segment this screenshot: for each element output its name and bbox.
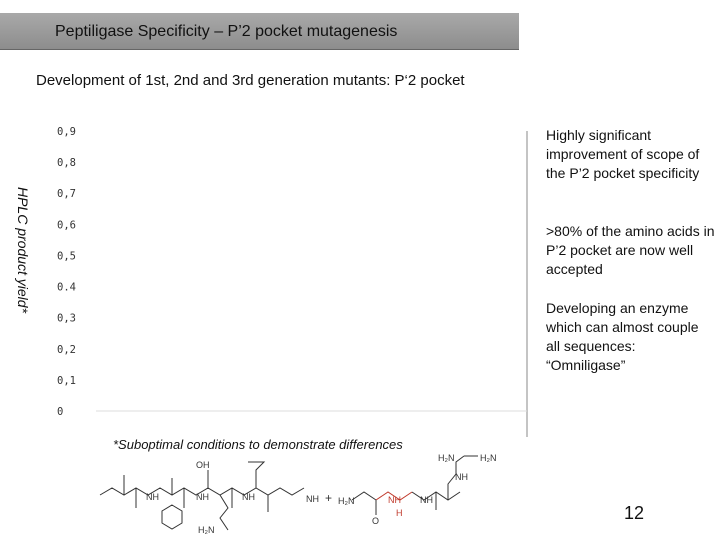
leucine-chain — [248, 462, 264, 488]
y-axis-label: HPLC product yield* — [15, 186, 31, 314]
plus-sign: + — [325, 491, 333, 505]
footnote: *Suboptimal conditions to demonstrate differences — [110, 437, 406, 452]
y-tick-label: 0,1 — [57, 374, 76, 387]
slide-title: Peptiligase Specificity – P’2 pocket mutagenesis — [55, 23, 398, 40]
y-tick-label: 0 — [57, 406, 64, 418]
y-tick-label: 0,5 — [57, 250, 76, 263]
phenyl-ring — [162, 505, 182, 529]
label-nh-5: NH — [420, 495, 433, 505]
label-nh-3: NH — [242, 492, 255, 502]
label-h2n-4: H₂N — [480, 453, 497, 463]
label-h2n-3: H₂N — [438, 453, 455, 463]
label-nh-1: NH — [146, 492, 159, 502]
label-h2n-1: H₂N — [198, 525, 215, 535]
label-oh: OH — [196, 460, 210, 470]
page-number: 12 — [624, 503, 645, 523]
label-o: O — [372, 516, 380, 526]
label-h-red: H — [396, 508, 403, 518]
y-tick-label: 0,3 — [57, 312, 76, 325]
label-h2n-2: H₂N — [338, 496, 355, 506]
slide-subtitle: Development of 1st, 2nd and 3rd generation mutants: P‘2 pocket — [36, 72, 465, 89]
label-nh-4: NH — [306, 494, 319, 504]
y-tick-label: 0,2 — [57, 343, 76, 356]
bullet-scope: Highly significant improvement of scope of the P’2 pocket specificity — [546, 127, 700, 181]
label-nh-6: NH — [455, 472, 468, 482]
y-tick-label: 0,9 — [57, 126, 76, 138]
label-nh-2: NH — [196, 492, 209, 502]
label-nh-red: NH — [388, 495, 401, 505]
lysine-chain — [220, 495, 228, 530]
backbone-right-black — [352, 492, 376, 500]
y-tick-label: 0,8 — [57, 157, 76, 170]
bullet-acceptance: >80% of the amino acids in P’2 pocket are now well accepted — [546, 223, 715, 277]
y-tick-label: 0,6 — [57, 219, 76, 232]
y-tick-label: 0.4 — [57, 281, 76, 294]
bullet-omniligase: Developing an enzyme which can almost couple all sequences: “Omniligase” — [546, 300, 699, 373]
y-tick-label: 0,7 — [57, 188, 76, 201]
